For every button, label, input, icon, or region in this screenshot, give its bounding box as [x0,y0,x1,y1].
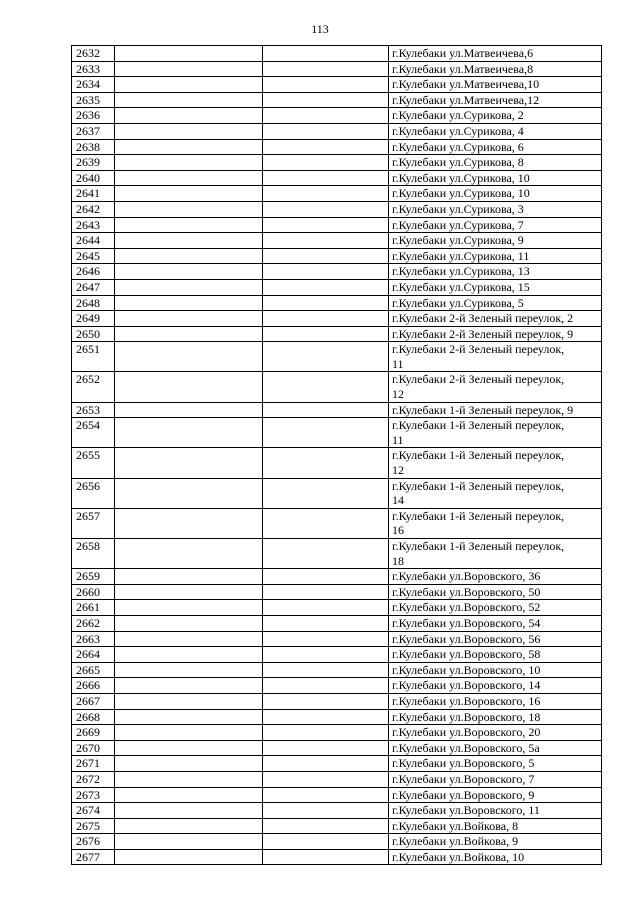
row-number-cell: 2655 [72,448,115,478]
table-row [72,311,602,327]
empty-cell [115,803,263,819]
address-cell [389,678,602,694]
row-number-cell: 2651 [72,342,115,372]
table-row [72,372,602,402]
table-row [72,478,602,508]
empty-cell [263,295,389,311]
empty-cell [263,678,389,694]
address-cell [389,108,602,124]
address-line: г.Кулебаки ул.Сурикова, 4 [392,123,524,138]
empty-cell [263,264,389,280]
address-line: г.Кулебаки ул.Воровского, 9 [392,787,535,802]
address-line: г.Кулебаки 2-й Зеленый переулок, [392,342,565,357]
table-row [72,77,602,93]
address-line: г.Кулебаки ул.Воровского, 20 [392,725,541,740]
empty-cell [263,834,389,850]
table-row [72,693,602,709]
empty-cell [115,61,263,77]
row-number-cell: 2641 [72,186,115,202]
empty-cell [263,92,389,108]
empty-cell [115,662,263,678]
row-number-cell: 2666 [72,678,115,694]
empty-cell [115,756,263,772]
address-cell [389,584,602,600]
empty-cell [263,279,389,295]
address-line: г.Кулебаки 2-й Зеленый переулок, 9 [392,326,574,341]
empty-cell [115,139,263,155]
row-number-cell: 2632 [72,46,115,62]
empty-cell [115,849,263,865]
empty-cell [263,756,389,772]
empty-cell [115,740,263,756]
empty-cell [263,248,389,264]
empty-cell [115,155,263,171]
address-line-continuation: 14 [392,493,404,508]
address-line: г.Кулебаки ул.Сурикова, 8 [392,155,524,170]
empty-cell [115,402,263,418]
row-number-cell: 2660 [72,584,115,600]
address-line: г.Кулебаки ул.Матвеичева,8 [392,61,534,76]
address-line: г.Кулебаки ул.Матвеичева,12 [392,92,540,107]
table-row [72,201,602,217]
table-row [72,170,602,186]
empty-cell [115,631,263,647]
address-cell [389,77,602,93]
address-cell [389,279,602,295]
empty-cell [115,693,263,709]
empty-cell [115,771,263,787]
address-cell [389,539,602,569]
address-line: г.Кулебаки ул.Сурикова, 10 [392,170,530,185]
empty-cell [263,478,389,508]
table-row [72,631,602,647]
empty-cell [263,631,389,647]
row-number-cell: 2645 [72,248,115,264]
address-cell [389,201,602,217]
table-row [72,186,602,202]
address-cell [389,818,602,834]
empty-cell [263,725,389,741]
row-number-cell: 2650 [72,326,115,342]
address-line-continuation: 12 [392,463,404,478]
empty-cell [115,678,263,694]
address-table [71,45,602,865]
address-cell [389,123,602,139]
empty-cell [263,139,389,155]
empty-cell [263,311,389,327]
empty-cell [115,569,263,585]
empty-cell [115,418,263,448]
empty-cell [115,787,263,803]
row-number-cell: 2634 [72,77,115,93]
row-number-cell: 2637 [72,123,115,139]
empty-cell [115,600,263,616]
empty-cell [263,787,389,803]
row-number-cell: 2638 [72,139,115,155]
empty-cell [115,217,263,233]
empty-cell [263,418,389,448]
empty-cell [115,709,263,725]
row-number-cell: 2649 [72,311,115,327]
empty-cell [263,201,389,217]
empty-cell [115,725,263,741]
empty-cell [263,508,389,538]
row-number-cell: 2648 [72,295,115,311]
empty-cell [263,342,389,372]
address-line-continuation: 12 [392,387,404,402]
address-cell [389,342,602,372]
address-cell [389,615,602,631]
empty-cell [263,803,389,819]
empty-cell [115,279,263,295]
empty-cell [115,818,263,834]
empty-cell [115,123,263,139]
row-number-cell: 2657 [72,508,115,538]
address-line: г.Кулебаки ул.Сурикова, 11 [392,248,530,263]
address-cell [389,139,602,155]
address-cell [389,46,602,62]
empty-cell [115,478,263,508]
address-cell [389,725,602,741]
address-cell [389,295,602,311]
address-cell [389,771,602,787]
address-cell [389,155,602,171]
empty-cell [115,584,263,600]
table-row [72,217,602,233]
row-number-cell: 2672 [72,771,115,787]
empty-cell [263,849,389,865]
address-cell [389,372,602,402]
table-row [72,123,602,139]
empty-cell [263,170,389,186]
address-line: г.Кулебаки ул.Воровского, 14 [392,678,541,693]
empty-cell [263,155,389,171]
empty-cell [115,834,263,850]
address-line: г.Кулебаки ул.Воровского, 5 [392,756,535,771]
table-row [72,92,602,108]
address-line: г.Кулебаки ул.Сурикова, 10 [392,186,530,201]
table-row [72,508,602,538]
empty-cell [263,647,389,663]
table-row [72,448,602,478]
empty-cell [263,539,389,569]
row-number-cell: 2662 [72,615,115,631]
table-row [72,418,602,448]
address-line-continuation: 16 [392,523,404,538]
empty-cell [115,615,263,631]
table-row [72,849,602,865]
address-line: г.Кулебаки ул.Воровского, 54 [392,615,541,630]
address-cell [389,478,602,508]
address-cell [389,233,602,249]
empty-cell [263,709,389,725]
address-cell [389,740,602,756]
address-line: г.Кулебаки ул.Матвеичева,6 [392,46,534,60]
row-number-cell: 2656 [72,478,115,508]
empty-cell [263,46,389,62]
address-cell [389,647,602,663]
address-line: г.Кулебаки ул.Воровского, 56 [392,631,541,646]
address-line-continuation: 18 [392,553,404,568]
address-line: г.Кулебаки ул.Сурикова, 9 [392,233,524,248]
empty-cell [115,311,263,327]
row-number-cell: 2633 [72,61,115,77]
empty-cell [263,61,389,77]
row-number-cell: 2635 [72,92,115,108]
address-line: г.Кулебаки 1-й Зеленый переулок, [392,539,565,553]
address-line: г.Кулебаки ул.Воровского, 16 [392,693,541,708]
empty-cell [115,186,263,202]
address-cell [389,61,602,77]
address-line: г.Кулебаки 1-й Зеленый переулок, [392,478,565,493]
empty-cell [115,248,263,264]
empty-cell [263,108,389,124]
address-cell [389,217,602,233]
address-cell [389,402,602,418]
address-line: г.Кулебаки ул.Войкова, 10 [392,849,525,864]
table-row [72,678,602,694]
empty-cell [263,569,389,585]
address-line: г.Кулебаки 2-й Зеленый переулок, [392,372,565,387]
address-cell [389,186,602,202]
empty-cell [115,448,263,478]
empty-cell [115,372,263,402]
row-number-cell: 2659 [72,569,115,585]
empty-cell [263,740,389,756]
address-cell [389,631,602,647]
row-number-cell: 2675 [72,818,115,834]
row-number-cell: 2667 [72,693,115,709]
row-number-cell: 2674 [72,803,115,819]
empty-cell [263,662,389,678]
address-cell [389,662,602,678]
address-line: г.Кулебаки 2-й Зеленый переулок, 2 [392,311,574,326]
address-line: г.Кулебаки ул.Сурикова, 5 [392,295,524,310]
address-line: г.Кулебаки ул.Сурикова, 3 [392,201,524,216]
address-line: г.Кулебаки ул.Воровского, 50 [392,584,541,599]
address-cell [389,709,602,725]
table-row [72,600,602,616]
table-row [72,569,602,585]
row-number-cell: 2654 [72,418,115,448]
row-number-cell: 2664 [72,647,115,663]
table-row [72,740,602,756]
address-cell [389,418,602,448]
empty-cell [263,771,389,787]
address-cell [389,170,602,186]
row-number-cell: 2646 [72,264,115,280]
row-number-cell: 2640 [72,170,115,186]
empty-cell [263,77,389,93]
address-line: г.Кулебаки ул.Войкова, 8 [392,818,519,833]
row-number-cell: 2673 [72,787,115,803]
table-row [72,771,602,787]
empty-cell [263,233,389,249]
address-line: г.Кулебаки ул.Войкова, 9 [392,834,519,849]
row-number-cell: 2661 [72,600,115,616]
table-row [72,155,602,171]
empty-cell [115,201,263,217]
row-number-cell: 2636 [72,108,115,124]
address-line: г.Кулебаки ул.Сурикова, 13 [392,264,530,279]
table-row [72,787,602,803]
table-row [72,402,602,418]
address-line: г.Кулебаки ул.Воровского, 10 [392,662,541,677]
address-line: г.Кулебаки ул.Матвеичева,10 [392,77,540,92]
address-table-body [72,46,602,865]
address-cell [389,92,602,108]
address-line: г.Кулебаки 1-й Зеленый переулок, [392,418,565,433]
address-line: г.Кулебаки ул.Сурикова, 6 [392,139,524,154]
row-number-cell: 2671 [72,756,115,772]
empty-cell [115,647,263,663]
address-cell [389,787,602,803]
address-line: г.Кулебаки ул.Воровского, 58 [392,647,541,662]
empty-cell [115,342,263,372]
table-row [72,818,602,834]
address-line: г.Кулебаки 1-й Зеленый переулок, [392,448,565,463]
address-cell [389,756,602,772]
table-row [72,725,602,741]
row-number-cell: 2676 [72,834,115,850]
empty-cell [115,295,263,311]
empty-cell [263,693,389,709]
table-row [72,662,602,678]
empty-cell [263,615,389,631]
empty-cell [115,326,263,342]
address-line-continuation: 11 [392,356,404,371]
empty-cell [115,108,263,124]
address-line: г.Кулебаки ул.Сурикова, 15 [392,279,530,294]
empty-cell [263,186,389,202]
empty-cell [263,372,389,402]
table-row [72,756,602,772]
empty-cell [115,92,263,108]
row-number-cell: 2668 [72,709,115,725]
page-number: 113 [311,22,329,36]
address-cell [389,693,602,709]
table-row [72,108,602,124]
empty-cell [263,818,389,834]
address-cell [389,448,602,478]
row-number-cell: 2669 [72,725,115,741]
empty-cell [115,77,263,93]
table-row [72,709,602,725]
empty-cell [263,217,389,233]
address-cell [389,834,602,850]
empty-cell [115,508,263,538]
address-cell [389,248,602,264]
table-row [72,279,602,295]
row-number-cell: 2652 [72,372,115,402]
row-number-cell: 2658 [72,539,115,569]
address-cell [389,311,602,327]
table-row [72,584,602,600]
row-number-cell: 2653 [72,402,115,418]
row-number-cell: 2647 [72,279,115,295]
row-number-cell: 2643 [72,217,115,233]
table-row [72,342,602,372]
empty-cell [115,46,263,62]
table-row [72,803,602,819]
address-line: г.Кулебаки ул.Воровского, 7 [392,771,535,786]
address-line: г.Кулебаки 1-й Зеленый переулок, [392,508,565,523]
table-row [72,248,602,264]
table-row [72,46,602,62]
row-number-cell: 2644 [72,233,115,249]
table-row [72,647,602,663]
address-line: г.Кулебаки 1-й Зеленый переулок, 9 [392,402,574,417]
empty-cell [115,264,263,280]
table-row [72,295,602,311]
empty-cell [263,123,389,139]
address-line: г.Кулебаки ул.Сурикова, 7 [392,217,524,232]
address-cell [389,508,602,538]
table-row [72,264,602,280]
table-row [72,539,602,569]
address-line-continuation: 11 [392,432,404,447]
empty-cell [263,402,389,418]
address-cell [389,600,602,616]
table-row [72,326,602,342]
table-row [72,139,602,155]
table-row [72,61,602,77]
address-line: г.Кулебаки ул.Сурикова, 2 [392,108,524,123]
table-row [72,834,602,850]
address-line: г.Кулебаки ул.Воровского, 36 [392,569,541,584]
address-line: г.Кулебаки ул.Воровского, 5а [392,740,540,755]
address-cell [389,264,602,280]
empty-cell [115,233,263,249]
address-line: г.Кулебаки ул.Воровского, 11 [392,803,540,818]
address-cell [389,569,602,585]
row-number-cell: 2639 [72,155,115,171]
row-number-cell: 2670 [72,740,115,756]
table-row [72,233,602,249]
empty-cell [115,170,263,186]
row-number-cell: 2663 [72,631,115,647]
empty-cell [263,448,389,478]
table-row [72,615,602,631]
row-number-cell: 2665 [72,662,115,678]
address-line: г.Кулебаки ул.Воровского, 52 [392,600,541,615]
empty-cell [115,539,263,569]
address-cell [389,326,602,342]
address-cell [389,803,602,819]
address-line: г.Кулебаки ул.Воровского, 18 [392,709,541,724]
row-number-cell: 2677 [72,849,115,865]
row-number-cell: 2642 [72,201,115,217]
empty-cell [263,584,389,600]
empty-cell [263,326,389,342]
address-cell [389,849,602,865]
empty-cell [263,600,389,616]
